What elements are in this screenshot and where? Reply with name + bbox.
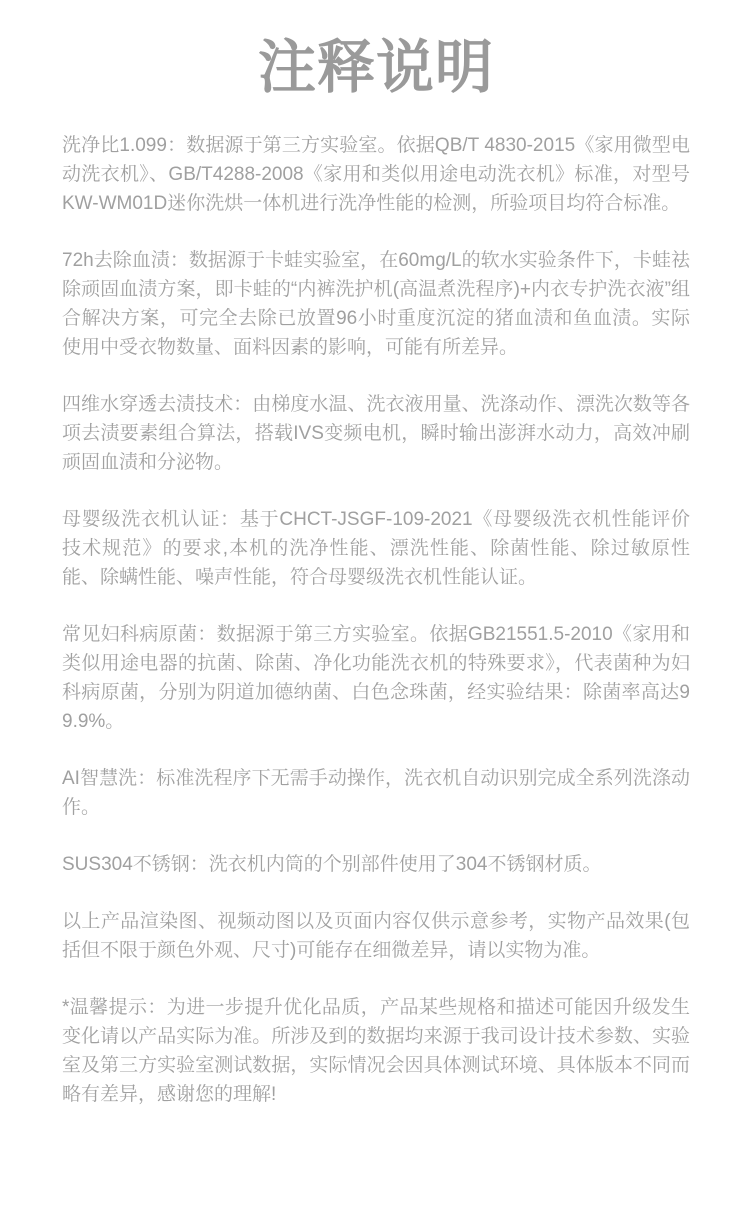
note-ai-smart-wash: AI智慧洗：标准洗程序下无需手动操作，洗衣机自动识别完成全系列洗涤动作。 (62, 768, 690, 818)
note-4d-water-penetration-tech: 四维水穿透去渍技术：由梯度水温、洗衣液用量、洗涤动作、漂洗次数等各项去渍要素组合算法，搭载IVS变频电机，瞬时输出澎湃水动力，高效冲刷顽固血渍和分泌物。 (62, 394, 690, 473)
note-wash-ratio: 洗净比1.099：数据源于第三方实验室。依据QB/T 4830-2015《家用微型电动洗衣机》、GB/T4288-2008《家用和类似用途电动洗衣机》标准，对型号KW-WM01D迷你洗烘一体机进行洗净性能的检测，所验项目均符合标准。 (62, 135, 690, 214)
note-blood-stain-removal: 72h去除血渍：数据源于卡蛙实验室，在60mg/L的软水实验条件下，卡蛙祛除顽固血渍方案，即卡蛙的“内裤洗护机(高温煮洗程序)+内衣专护洗衣液”组合解决方案，可完全去除已放置96小时重度沉淀的猪血渍和鱼血渍。实际使用中受衣物数量、面料因素的影响，可能有所差异。 (62, 250, 690, 358)
page-title: 注释说明 (257, 35, 494, 100)
notes-list (62, 131, 690, 1109)
note-sus304-stainless-steel: SUS304不锈钢：洗衣机内筒的个别部件使用了304不锈钢材质。 (62, 854, 602, 875)
note-warm-tips: *温馨提示：为进一步提升优化品质，产品某些规格和描述可能因升级发生变化请以产品实际为准。所涉及到的数据均来源于我司设计技术参数、实验室及第三方实验室测试数据，实际情况会因具体测试环境、具体版本不同而略有差异，感谢您的理解! (62, 997, 690, 1105)
note-mother-baby-certification: 母婴级洗衣机认证：基于CHCT-JSGF-109-2021《母婴级洗衣机性能评价技术规范》的要求,本机的洗净性能、漂洗性能、除菌性能、除过敏原性能、除螨性能、噪声性能，符合母婴级洗衣机性能认证。 (62, 509, 690, 588)
note-render-image-disclaimer: 以上产品渲染图、视频动图以及页面内容仅供示意参考，实物产品效果(包括但不限于颜色外观、尺寸)可能存在细微差异，请以实物为准。 (62, 911, 690, 961)
note-gynecological-pathogens: 常见妇科病原菌：数据源于第三方实验室。依据GB21551.5-2010《家用和类似用途电器的抗菌、除菌、净化功能洗衣机的特殊要求》，代表菌种为妇科病原菌，分别为阴道加德纳菌、白色念珠菌，经实验结果：除菌率高达99.9%。 (62, 624, 690, 732)
